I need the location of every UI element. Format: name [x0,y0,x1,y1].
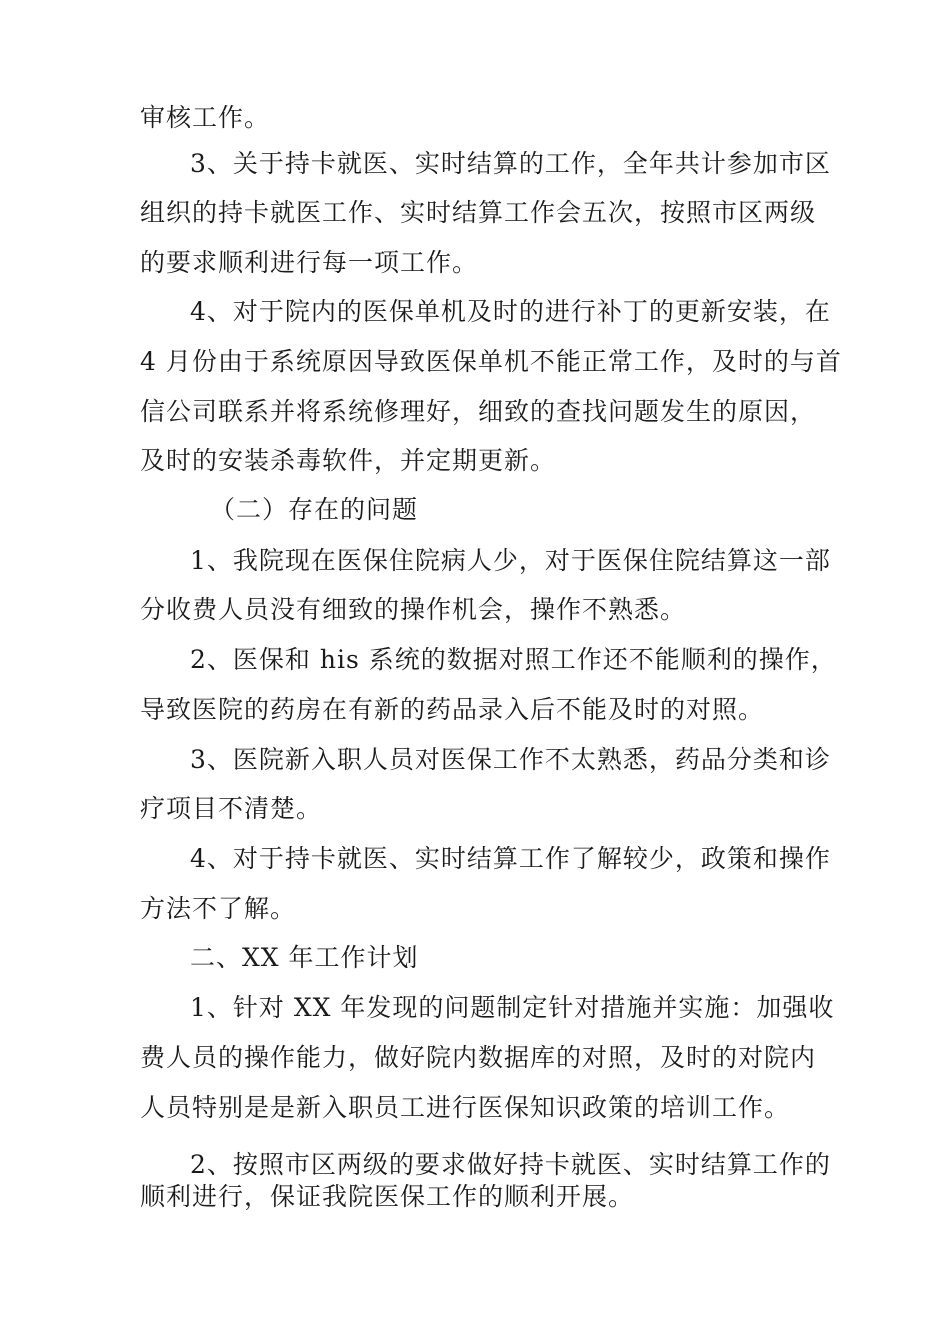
text-line: 3、医院新入职人员对医保工作不太熟悉，药品分类和诊 [190,745,831,774]
text-line: 信公司联系并将系统修理好，细致的查找问题发生的原因， [140,397,817,426]
text-line: 组织的持卡就医工作、实时结算工作会五次，按照市区两级 [140,198,817,227]
text-line: 分收费人员没有细致的操作机会，操作不熟悉。 [140,595,687,624]
text-line: 人员特别是是新入职员工进行医保知识政策的培训工作。 [140,1093,791,1122]
text-line: 1、针对 XX 年发现的问题制定针对措施并实施：加强收 [190,993,835,1022]
section-heading: （二）存在的问题 [210,495,419,524]
text-line: 1、我院现在医保住院病人少，对于医保住院结算这一部 [190,546,831,575]
text-line: 费人员的操作能力，做好院内数据库的对照，及时的对院内 [140,1043,817,1072]
text-line: 3、关于持卡就医、实时结算的工作，全年共计参加市区 [190,149,831,178]
text-line: 方法不了解。 [140,894,297,923]
text-line: 4 月份由于系统原因导致医保单机不能正常工作，及时的与首 [140,347,842,376]
text-line: 及时的安装杀毒软件，并定期更新。 [140,446,557,475]
text-line: 2、按照市区两级的要求做好持卡就医、实时结算工作的 [190,1150,831,1179]
section-heading: 二、XX 年工作计划 [190,943,419,972]
text-line: 顺利进行，保证我院医保工作的顺利开展。 [140,1182,635,1211]
text-line: 2、医保和 his 系统的数据对照工作还不能顺利的操作， [190,645,837,674]
text-line: 导致医院的药房在有新的药品录入后不能及时的对照。 [140,695,765,724]
text-line: 4、对于院内的医保单机及时的进行补丁的更新安装，在 [190,297,831,326]
text-line: 的要求顺利进行每一项工作。 [140,248,479,277]
text-line: 4、对于持卡就医、实时结算工作了解较少，政策和操作 [190,844,831,873]
text-line: 审核工作。 [140,103,271,132]
text-line: 疗项目不清楚。 [140,794,323,823]
